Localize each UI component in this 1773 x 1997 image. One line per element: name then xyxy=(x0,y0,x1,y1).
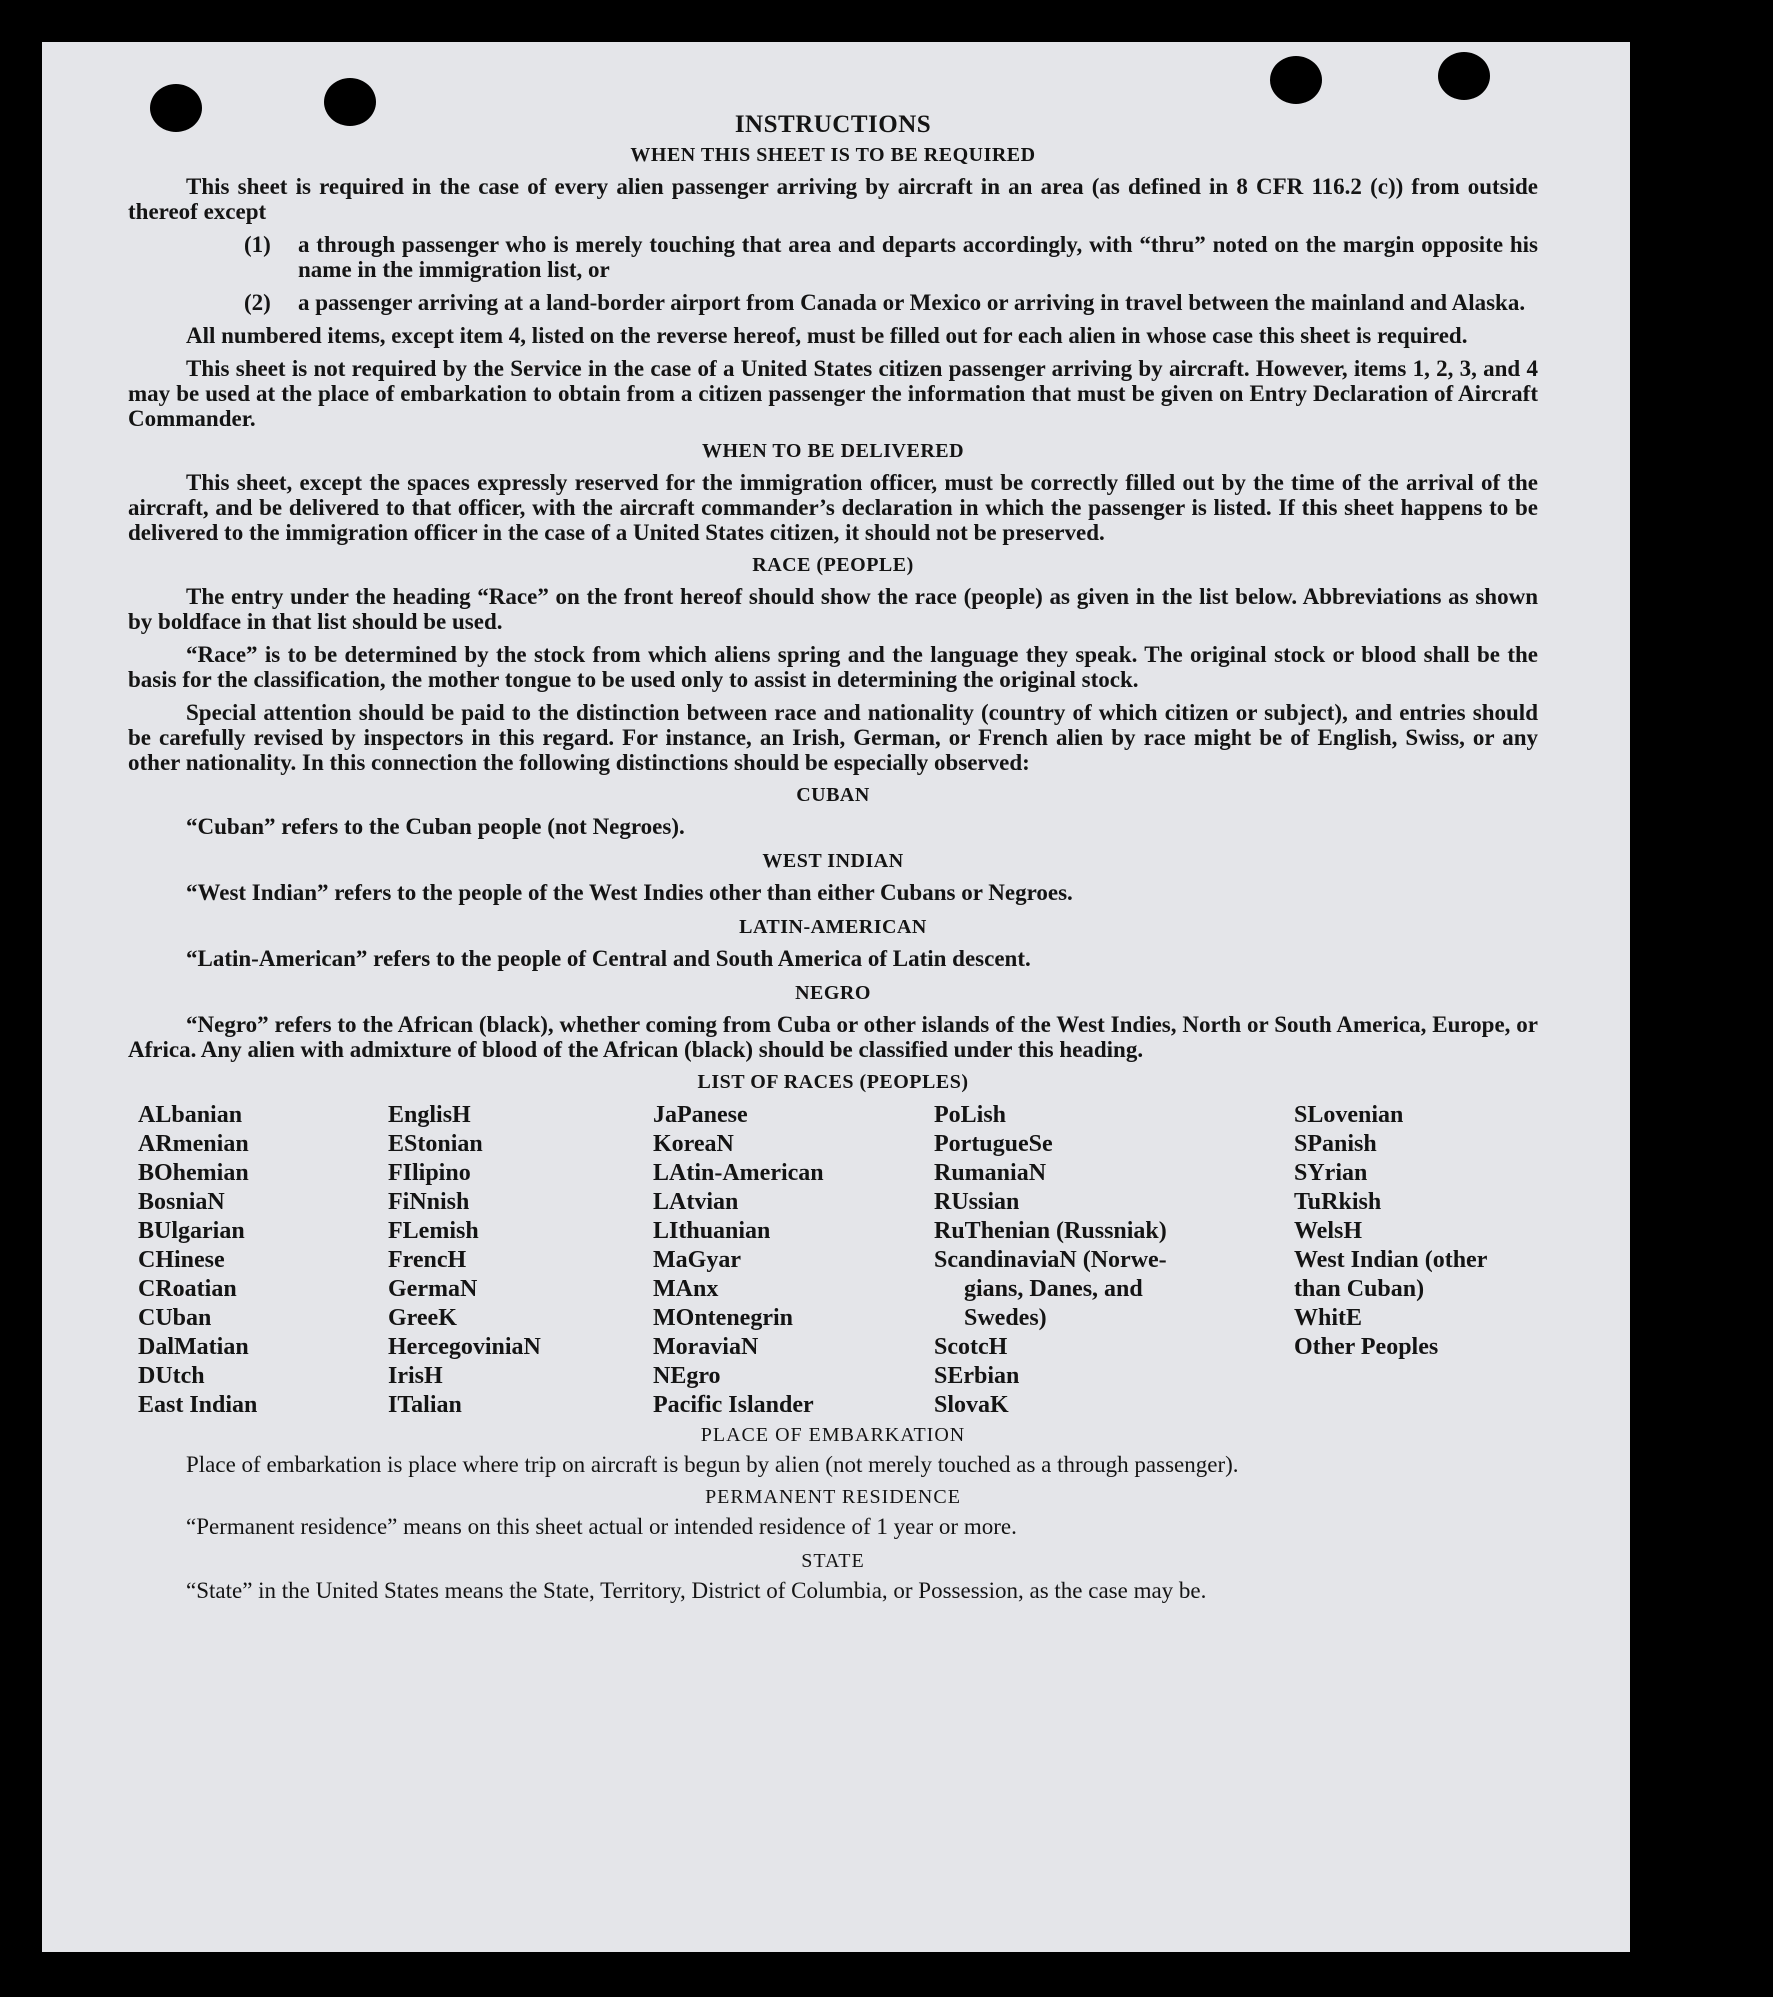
race-entry: WhitE xyxy=(1294,1305,1363,1331)
section-heading: RACE (PEOPLE) xyxy=(752,554,914,576)
race-entry: SErbian xyxy=(934,1363,1020,1389)
paragraph: Place of embarkation is place where trip on aircraft is begun by alien (not merely touched as a through passenger). xyxy=(186,1452,1239,1477)
race-entry: EnglisH xyxy=(388,1102,471,1128)
page-title: INSTRUCTIONS xyxy=(734,111,932,138)
race-entry: ScandinaviaN (Norwe- xyxy=(934,1247,1167,1273)
race-entry: than Cuban) xyxy=(1294,1276,1425,1302)
section-heading: NEGRO xyxy=(795,982,871,1004)
paragraph: “Negro” refers to the African (black), whether coming from Cuba or other islands of the West Indies, North or South America, Europe, or Africa. Any alien with admixture of blood of the African (black) should be classified under this heading. xyxy=(128,1012,1538,1062)
race-column xyxy=(138,1101,368,1420)
race-entry: LAtin-American xyxy=(653,1160,824,1186)
race-list xyxy=(128,1101,1538,1417)
race-entry: CUban xyxy=(138,1305,212,1331)
race-entry: Pacific Islander xyxy=(653,1392,814,1418)
race-entry: MaGyar xyxy=(653,1247,741,1273)
race-entry: MOntenegrin xyxy=(653,1305,793,1331)
paragraph: All numbered items, except item 4, listed on the reverse hereof, must be filled out for each alien in whose case this sheet is required. xyxy=(186,323,1468,348)
punch-hole xyxy=(1438,52,1490,100)
paragraph: “Race” is to be determined by the stock from which aliens spring and the language they speak. The original stock or blood shall be the basis for the classification, the mother tongue to be used only to assist in determining the original stock. xyxy=(128,642,1538,692)
race-entry: DalMatian xyxy=(138,1334,249,1360)
race-entry: SPanish xyxy=(1294,1131,1377,1157)
paragraph: “West Indian” refers to the people of the West Indies other than either Cubans or Negroes. xyxy=(186,880,1073,905)
race-entry: RUssian xyxy=(934,1189,1020,1215)
paragraph: This sheet is required in the case of every alien passenger arriving by aircraft in an area (as defined in 8 CFR 116.2 (c)) from outside thereof except xyxy=(128,174,1538,224)
race-entry: RumaniaN xyxy=(934,1160,1047,1186)
race-entry: IrisH xyxy=(388,1363,443,1389)
race-entry: HercegoviniaN xyxy=(388,1334,541,1360)
race-column xyxy=(934,1101,1234,1420)
race-entry: PoLish xyxy=(934,1102,1007,1128)
race-entry: ScotcH xyxy=(934,1334,1008,1360)
race-entry: East Indian xyxy=(138,1392,258,1418)
section-heading: PERMANENT RESIDENCE xyxy=(705,1486,961,1508)
race-entry: GermaN xyxy=(388,1276,478,1302)
race-entry: EStonian xyxy=(388,1131,483,1157)
race-entry: DUtch xyxy=(138,1363,205,1389)
race-entry: West Indian (other xyxy=(1294,1247,1488,1273)
race-entry: KoreaN xyxy=(653,1131,734,1157)
race-entry: gians, Danes, and xyxy=(964,1276,1143,1302)
race-entry: ITalian xyxy=(388,1392,462,1418)
paragraph: “State” in the United States means the State, Territory, District of Columbia, or Possession, as the case may be. xyxy=(186,1578,1207,1603)
race-entry: NEgro xyxy=(653,1363,721,1389)
paragraph: This sheet, except the spaces expressly reserved for the immigration officer, must be correctly filled out by the time of the arrival of the aircraft, and be delivered to that officer, with the aircraft commander’s declaration in which the passenger is listed. If this sheet happens to be delivered to the immigration officer in the case of a United States citizen, it should not be preserved. xyxy=(128,470,1538,545)
race-entry: SYrian xyxy=(1294,1160,1368,1186)
race-entry: LIthuanian xyxy=(653,1218,771,1244)
paragraph: “Latin-American” refers to the people of Central and South America of Latin descent. xyxy=(186,946,1031,971)
race-column xyxy=(1294,1101,1538,1362)
list-item xyxy=(244,232,1538,282)
section-heading: WHEN TO BE DELIVERED xyxy=(701,440,965,462)
race-entry: FiNnish xyxy=(388,1189,470,1215)
race-entry: FIlipino xyxy=(388,1160,471,1186)
paragraph: Special attention should be paid to the distinction between race and nationality (country of which citizen or subject), and entries should be carefully revised by inspectors in this regard. For instance, an Irish, German, or French alien by race might be of English, Swiss, or any other nationality. In this connection the following distinctions should be especially observed: xyxy=(128,700,1538,775)
paragraph: The entry under the heading “Race” on the front hereof should show the race (people) as given in the list below. Abbreviations as shown by boldface in that list should be used. xyxy=(128,584,1538,634)
paragraph: “Cuban” refers to the Cuban people (not Negroes). xyxy=(186,814,685,839)
race-entry: SlovaK xyxy=(934,1392,1009,1418)
race-entry: PortugueSe xyxy=(934,1131,1053,1157)
list-item xyxy=(244,290,1538,315)
race-entry: CRoatian xyxy=(138,1276,237,1302)
section-heading: WHEN THIS SHEET IS TO BE REQUIRED xyxy=(630,144,1036,166)
item-number: (2) xyxy=(244,290,271,315)
race-entry: Other Peoples xyxy=(1294,1334,1439,1360)
instructions-text xyxy=(128,108,1538,1611)
section-heading: PLACE OF EMBARKATION xyxy=(700,1424,966,1446)
race-entry: ALbanian xyxy=(138,1102,243,1128)
race-entry: LAtvian xyxy=(653,1189,739,1215)
race-entry: GreeK xyxy=(388,1305,457,1331)
race-entry: TuRkish xyxy=(1294,1189,1382,1215)
section-heading: WEST INDIAN xyxy=(762,850,904,872)
race-entry: JaPanese xyxy=(653,1102,748,1128)
section-heading: LIST OF RACES (PEOPLES) xyxy=(697,1071,969,1093)
section-heading: LATIN-AMERICAN xyxy=(739,916,927,938)
item-number: (1) xyxy=(244,232,271,257)
item-text: a passenger arriving at a land-border airport from Canada or Mexico or arriving in travel between the mainland and Alaska. xyxy=(298,290,1526,315)
paragraph: This sheet is not required by the Service in the case of a United States citizen passenger arriving by aircraft. However, items 1, 2, 3, and 4 may be used at the place of embarkation to obtain from a citizen passenger the information that must be given on Entry Declaration of Aircraft Commander. xyxy=(128,356,1538,431)
race-entry: BOhemian xyxy=(138,1160,249,1186)
race-entry: Swedes) xyxy=(964,1305,1047,1331)
race-entry: ARmenian xyxy=(138,1131,249,1157)
item-text: a through passenger who is merely touching that area and departs accordingly, with “thru” noted on the margin opposite his name in the immigration list, or xyxy=(298,232,1538,282)
race-entry: FrencH xyxy=(388,1247,467,1273)
race-entry: SLovenian xyxy=(1294,1102,1404,1128)
punch-hole xyxy=(1270,56,1322,104)
paragraph: “Permanent residence” means on this sheet actual or intended residence of 1 year or more. xyxy=(186,1514,1017,1539)
section-heading: STATE xyxy=(801,1550,865,1572)
race-entry: BUlgarian xyxy=(138,1218,245,1244)
race-column xyxy=(388,1101,628,1420)
race-entry: WelsH xyxy=(1294,1218,1363,1244)
race-entry: BosniaN xyxy=(138,1189,225,1215)
section-heading: CUBAN xyxy=(796,784,870,806)
race-entry: CHinese xyxy=(138,1247,225,1273)
race-entry: RuThenian (Russniak) xyxy=(934,1218,1167,1244)
race-entry: MAnx xyxy=(653,1276,719,1302)
race-entry: MoraviaN xyxy=(653,1334,759,1360)
race-column xyxy=(653,1101,923,1420)
race-entry: FLemish xyxy=(388,1218,479,1244)
